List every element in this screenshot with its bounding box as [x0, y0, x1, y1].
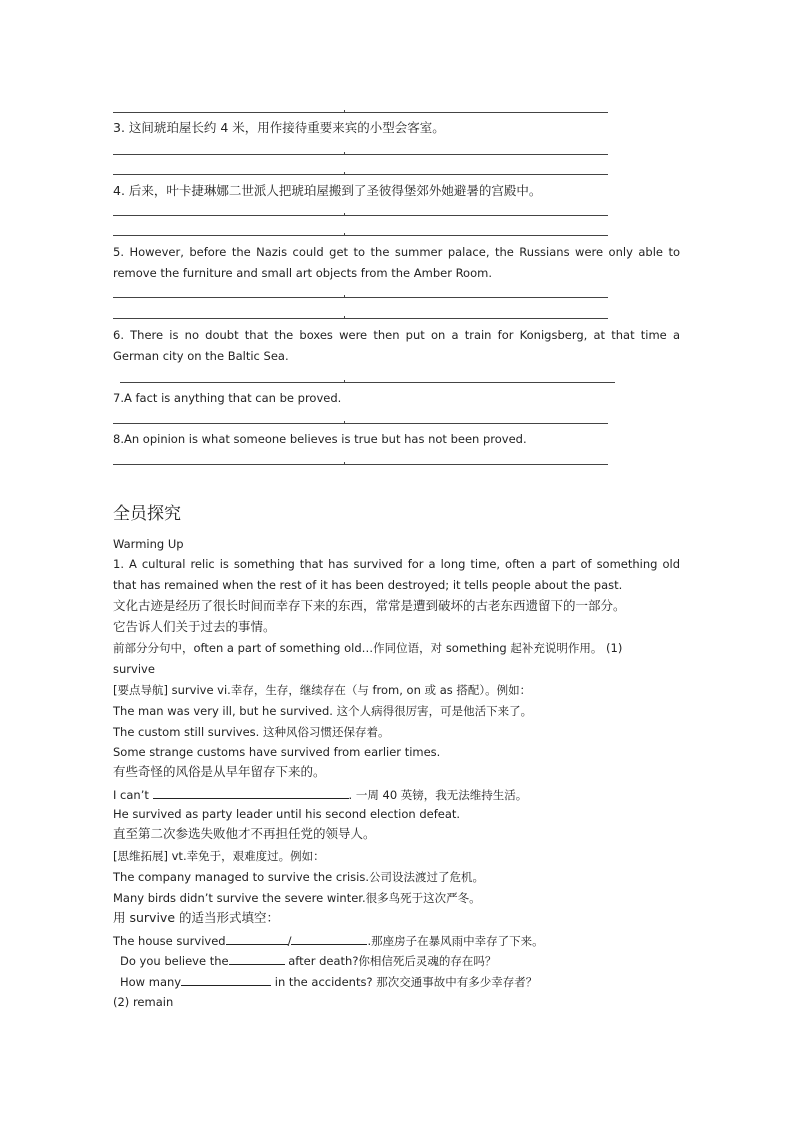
grammar-note: 前部分分句中，often a part of something old…作同位语，对 something 起补充说明作用。 (1): [113, 641, 623, 655]
fill-blank-sentence: [113, 932, 544, 949]
answer-line: [120, 382, 615, 383]
line-tick: [344, 213, 345, 216]
translation-line: 文化古迹是经历了很长时间而幸存下来的东西，常常是遭到破坏的古老东西遗留下的一部分。: [113, 598, 626, 613]
answer-line: [113, 154, 608, 155]
example-sentence: The company managed to survive the crisis.公司设法渡过了危机。: [113, 870, 484, 884]
answer-line: [113, 112, 608, 113]
line-tick: [344, 295, 345, 298]
exercise-5: 5. However, before the Nazis could get to the summer palace, the Russians were only able to remove the furniture and small art objects from the Amber Room.: [113, 245, 680, 280]
example-translation: 直至第二次参选失败他才不再担任党的领导人。: [113, 826, 376, 841]
fill-blank-sentence: [120, 973, 537, 990]
extension-note: [思维拓展] vt.幸免于，艰难度过。例如：: [113, 849, 325, 863]
line-tick: [344, 462, 345, 465]
blank-field[interactable]: [291, 932, 367, 945]
line-tick: [344, 233, 345, 236]
line-tick: [344, 172, 345, 175]
blank-field[interactable]: [181, 973, 271, 986]
sentence-start: Do you believe the: [120, 954, 229, 968]
exercise-6: 6. There is no doubt that the boxes were then put on a train for Konigsberg, at that time a German city on the Baltic Sea.: [113, 328, 680, 363]
blank-field[interactable]: [229, 952, 285, 965]
sentence-start: I can’t: [113, 788, 149, 802]
answer-line: [113, 174, 608, 175]
exercise-8: 8.An opinion is what someone believes is true but has not been proved.: [113, 432, 527, 446]
answer-line: [113, 215, 608, 216]
example-sentence: Many birds didn’t survive the severe winter.很多鸟死于这次严冬。: [113, 891, 481, 905]
fill-blank-sentence: [120, 952, 496, 969]
answer-line: [113, 297, 608, 298]
fill-instructions: 用 survive 的适当形式填空：: [113, 910, 279, 925]
section-subtitle: Warming Up: [113, 537, 184, 551]
example-translation: 有些奇怪的风俗是从早年留存下来的。: [113, 764, 326, 779]
sentence-end: in the accidents? 那次交通事故中有多少幸存者？: [271, 975, 538, 989]
answer-line: [113, 318, 608, 319]
line-tick: [344, 152, 345, 155]
line-tick: [344, 316, 345, 319]
sentence-end: after death?你相信死后灵魂的存在吗？: [284, 954, 497, 968]
blank-field[interactable]: [226, 932, 288, 945]
key-point: [要点导航] survive vi.幸存，生存，继续存在（与 from, on 或 as 搭配）。例如：: [113, 683, 532, 697]
answer-line: [113, 423, 608, 424]
line-tick: [344, 421, 345, 424]
exercise-4: 4. 后来，叶卡捷琳娜二世派人把琥珀屋搬到了圣彼得堡郊外她避暑的宫殿中。: [113, 183, 542, 198]
sentence-end: .那座房子在暴风雨中幸存了下来。: [367, 934, 544, 948]
section-title: 全员探究: [113, 504, 181, 524]
answer-line: [113, 464, 608, 465]
slash: /: [287, 934, 292, 948]
sentence-start: How many: [120, 975, 182, 989]
line-tick: [344, 380, 345, 383]
translation-line: 它告诉人们关于过去的事情。: [113, 619, 276, 634]
fill-blank-sentence: [113, 786, 527, 803]
sentence-end: . 一周 40 英镑，我无法维持生活。: [348, 788, 528, 802]
sentence-start: The house survived: [113, 934, 226, 948]
line-tick: [344, 110, 345, 113]
answer-line: [113, 235, 608, 236]
example-sentence: The man was very ill, but he survived. 这个人病得很厉害，可是他活下来了。: [113, 704, 533, 718]
warming-up-paragraph: 1. A cultural relic is something that has survived for a long time, often a part of something old that has remained when the rest of it has been destroyed; it tells people about the past.: [113, 557, 680, 592]
vocab-word: (2) remain: [113, 995, 174, 1009]
example-sentence: The custom still survives. 这种风俗习惯还保存着。: [113, 725, 390, 739]
example-sentence: Some strange customs have survived from earlier times.: [113, 745, 441, 759]
blank-field[interactable]: [153, 786, 349, 799]
vocab-word: survive: [113, 662, 155, 676]
exercise-3: 3. 这间琥珀屋长约 4 米，用作接待重要来宾的小型会客室。: [113, 120, 445, 135]
example-sentence: He survived as party leader until his second election defeat.: [113, 807, 461, 821]
exercise-7: 7.A fact is anything that can be proved.: [113, 391, 342, 405]
